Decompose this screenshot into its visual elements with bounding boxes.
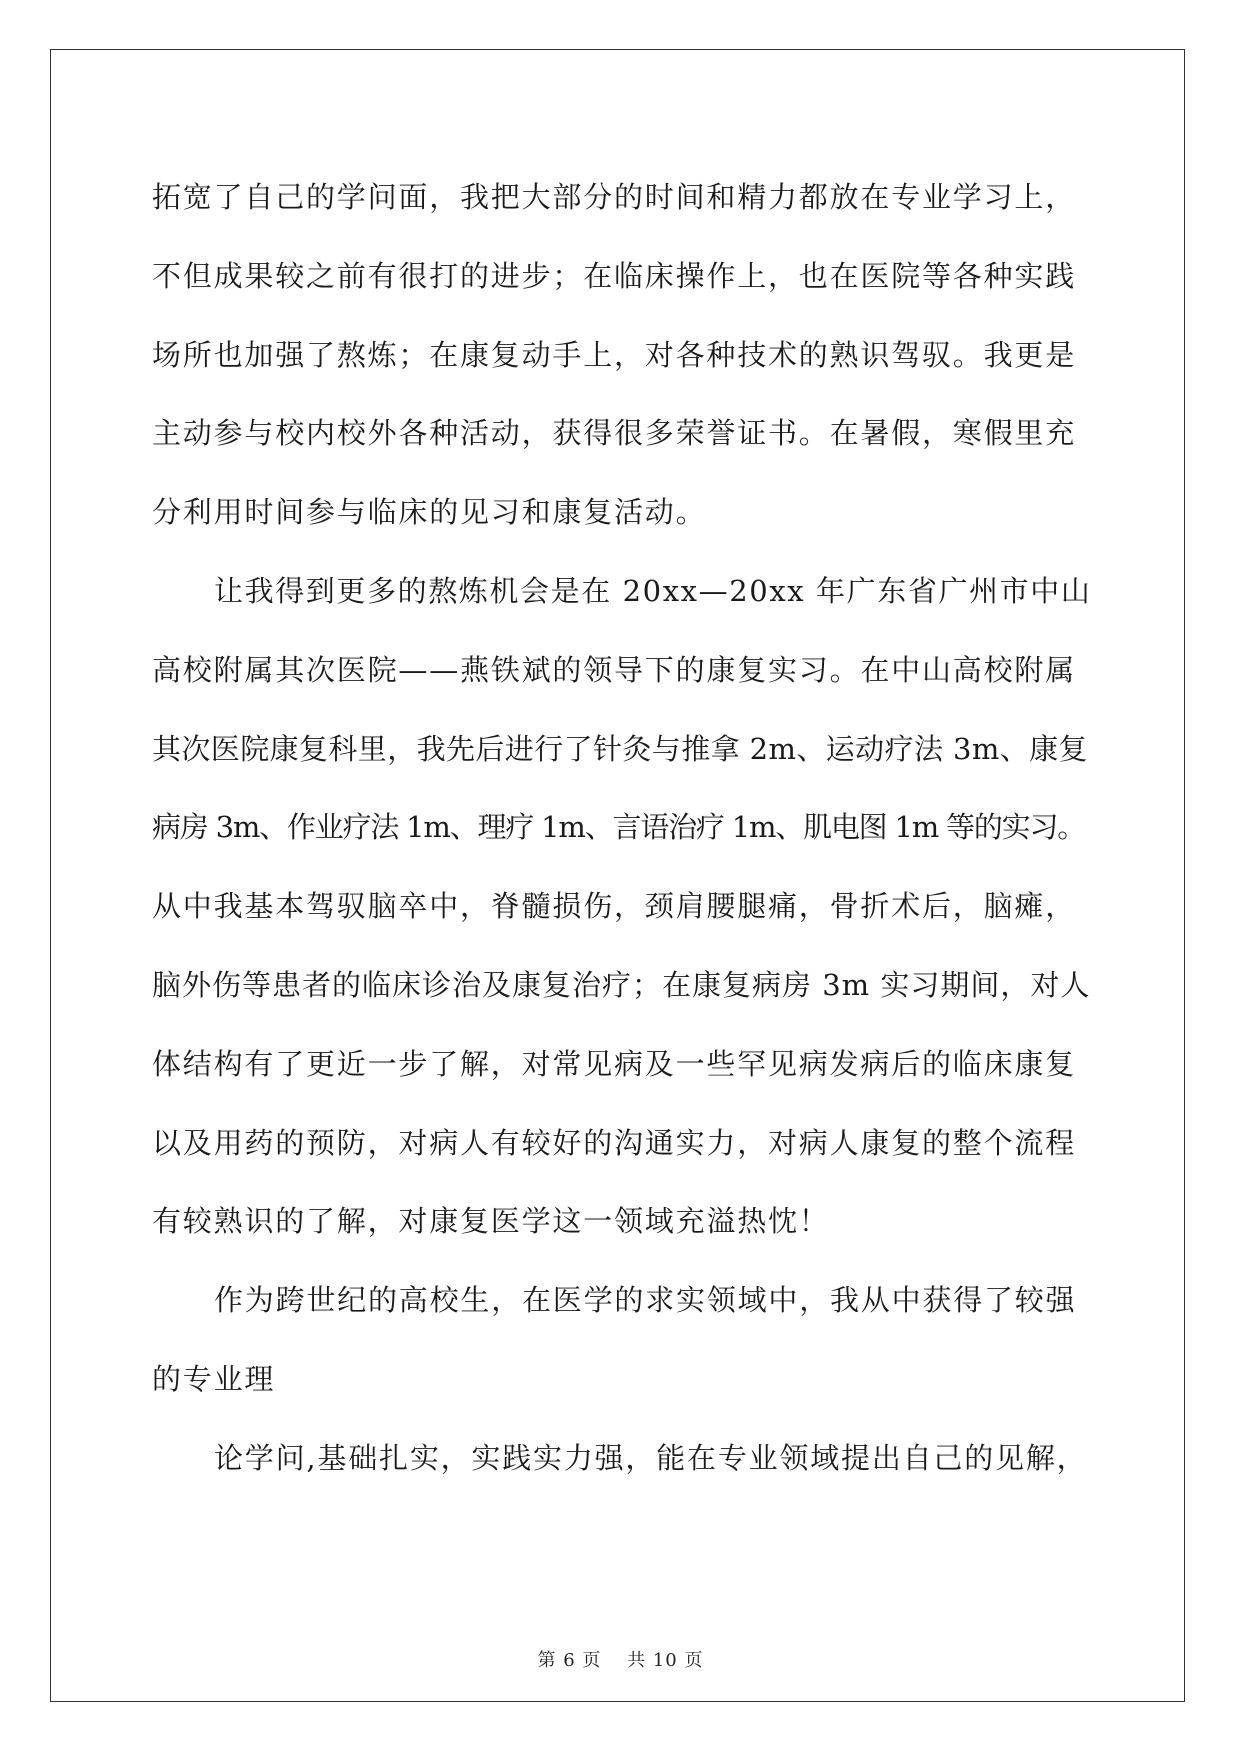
text-line: 以及用药的预防，对病人有较好的沟通实力，对病人康复的整个流程 — [152, 1125, 1077, 1160]
text-line: 作为跨世纪的高校生，在医学的求实领域中，我从中获得了较强 — [214, 1283, 1077, 1318]
text-line: 脑外伤等患者的临床诊治及康复治疗；在康复病房 3m 实习期间，对人 — [152, 967, 1091, 1002]
text-line: 不但成果较之前有很打的进步；在临床操作上，也在医院等各种实践 — [152, 258, 1077, 293]
text-line: 病房 3m、作业疗法 1m、理疗 1m、言语治疗 1m、肌电图 1m 等的实习。 — [152, 810, 1086, 845]
text-line: 拓宽了自己的学问面，我把大部分的时间和精力都放在专业学习上， — [152, 180, 1077, 214]
page-number-footer: 第 6 页 共 10 页 — [537, 1650, 704, 1671]
text-line: 主动参与校内校外各种活动，获得很多荣誉证书。在暑假，寒假里充 — [152, 416, 1077, 451]
text-line: 论学问,基础扎实，实践实力强，能在专业领域提出自己的见解， — [214, 1440, 1088, 1475]
document-body — [152, 158, 1092, 1498]
text-line: 的专业理 — [152, 1361, 276, 1396]
text-line: 场所也加强了熬炼；在康复动手上，对各种技术的熟识驾驭。我更是 — [152, 337, 1077, 372]
text-line: 有较熟识的了解，对康复医学这一领域充溢热忱！ — [152, 1204, 830, 1239]
text-line: 让我得到更多的熬炼机会是在 20xx—20xx 年广东省广州市中山 — [214, 573, 1092, 608]
text-line: 高校附属其次医院——燕铁斌的领导下的康复实习。在中山高校附属 — [152, 652, 1077, 687]
text-line: 体结构有了更近一步了解，对常见病及一些罕见病发病后的临床康复 — [152, 1046, 1077, 1081]
text-line: 分利用时间参与临床的见习和康复活动。 — [152, 495, 707, 530]
text-line: 从中我基本驾驭脑卒中，脊髓损伤，颈肩腰腿痛，骨折术后，脑瘫， — [152, 889, 1077, 924]
text-line: 其次医院康复科里，我先后进行了针灸与推拿 2m、运动疗法 3m、康复 — [152, 731, 1088, 766]
